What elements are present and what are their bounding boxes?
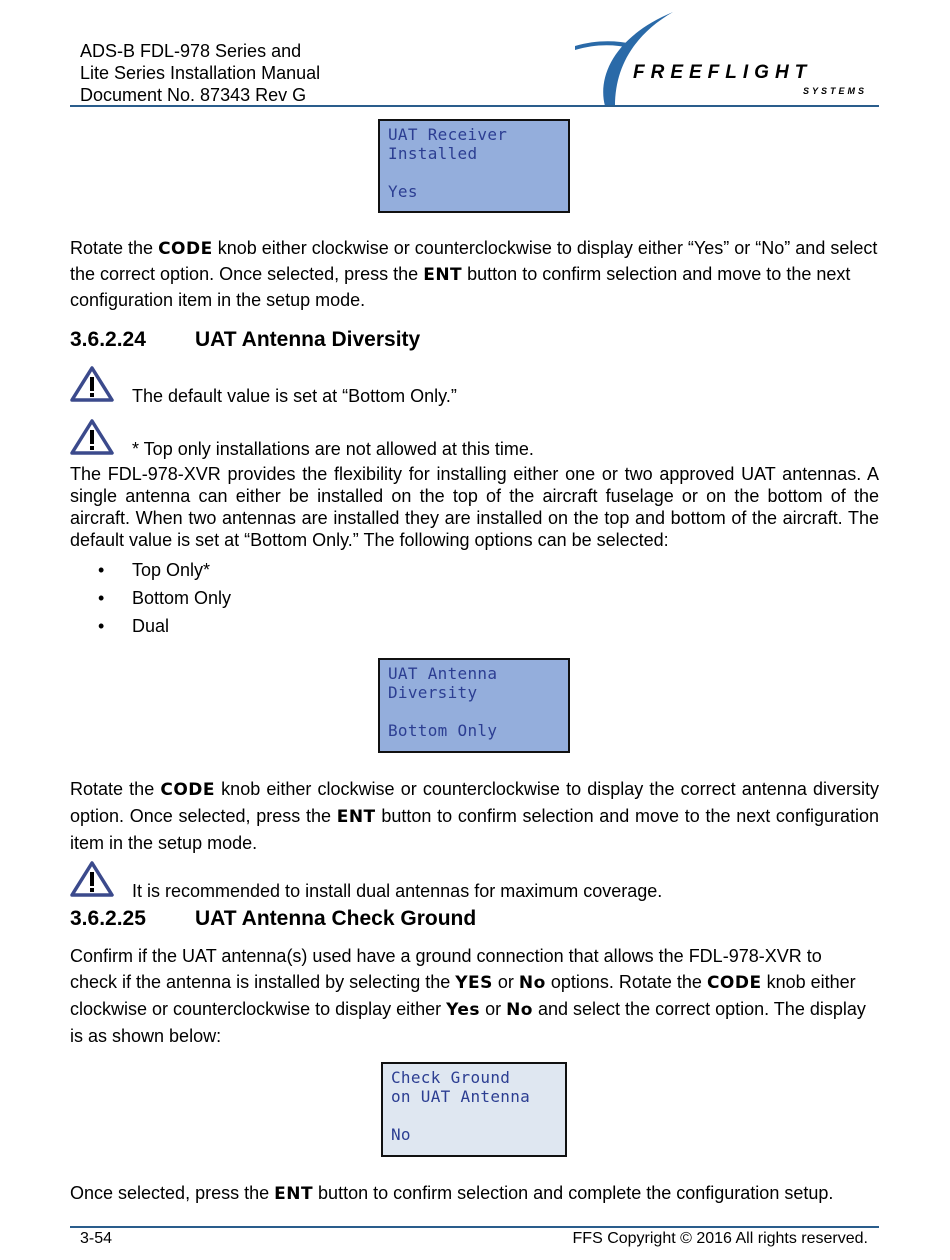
text-run: Once selected, press the <box>70 1183 275 1203</box>
note-default-value: The default value is set at “Bottom Only.” <box>132 386 457 406</box>
text-run: button to confirm selection and complete the configuration setup. <box>313 1183 834 1203</box>
text-run: knob either clockwise or counterclockwise to display either <box>70 972 856 1019</box>
section-title: UAT Antenna Check Ground <box>195 907 477 930</box>
warning-icon <box>70 418 114 461</box>
page-number: 3-54 <box>80 1230 113 1247</box>
text-run: Confirm if the UAT antenna(s) used have a ground connection that allows the FDL-978-XVR to check if the antenna is installed by selecting the <box>70 946 822 992</box>
keyword-code: CODE <box>158 239 213 259</box>
option-label: Top Only* <box>132 560 211 580</box>
freeflight-logo <box>575 6 875 106</box>
lcd-line: Bottom Only <box>388 721 498 740</box>
lcd-line <box>388 702 560 721</box>
keyword-code: CODE <box>160 780 216 800</box>
keyword-no: No <box>518 973 546 993</box>
paragraph-diversity-instructions <box>70 776 879 856</box>
list-item: • Top Only* <box>98 560 211 580</box>
warning-icon <box>70 365 114 408</box>
lcd-uat-antenna-diversity <box>378 658 570 753</box>
section-number: 3.6.2.24 <box>70 328 146 351</box>
note-top-only: * Top only installations are not allowed at this time. <box>132 439 534 459</box>
section-heading-antenna-diversity <box>70 328 420 352</box>
text-run: or <box>492 972 519 992</box>
keyword-no: No <box>506 1000 533 1020</box>
option-label: Dual <box>132 616 170 636</box>
lcd-line: Installed <box>388 144 478 163</box>
header-title-line2: Lite Series Installation Manual <box>80 63 321 83</box>
text-run: Rotate the <box>70 779 161 799</box>
logo-subtext: SYSTEMS <box>803 86 868 96</box>
option-label: Bottom Only <box>132 588 232 608</box>
logo-wordmark: FREEFLIGHT <box>633 62 813 83</box>
text-run: Rotate the <box>70 238 159 258</box>
lcd-line <box>388 163 560 182</box>
section-title: UAT Antenna Diversity <box>195 328 421 351</box>
keyword-yes: Yes <box>446 1000 481 1020</box>
text-run: knob either clockwise or counterclockwise to display the correct antenna diversity option. Once selected, press the <box>70 779 880 826</box>
keyword-ent: ENT <box>274 1184 314 1204</box>
list-item: • Bottom Only <box>98 588 232 608</box>
keyword-ent: ENT <box>336 807 376 827</box>
warning-icon <box>70 860 114 903</box>
lcd-line <box>391 1106 557 1125</box>
keyword-code: CODE <box>706 973 762 993</box>
text-run: button to confirm selection and move to the next configuration item in the setup mode. <box>70 806 880 853</box>
copyright-notice: FFS Copyright © 2016 All rights reserved. <box>572 1230 868 1247</box>
header-rule <box>70 105 879 107</box>
lcd-check-ground <box>381 1062 567 1157</box>
paragraph-receiver-instructions <box>70 236 879 313</box>
lcd-line: UAT Receiver <box>388 125 508 144</box>
paragraph-check-ground <box>70 943 870 1049</box>
section-heading-check-ground <box>70 907 476 931</box>
lcd-line: Yes <box>388 182 418 201</box>
note-dual-antennas: It is recommended to install dual antennas for maximum coverage. <box>132 881 663 901</box>
paragraph-complete-setup <box>70 1181 879 1206</box>
paragraph-antenna-flexibility: The FDL-978-XVR provides the flexibility for installing either one or two approved UAT antennas. A single antenna can either be installed on the top of the aircraft fuselage or on the bottom of the aircraft. When two antennas are installed they are installed on the top and bottom of the aircraft. The default value is set at “Bottom Only.” The following options can be selected: <box>70 464 879 550</box>
lcd-line: Check Ground <box>391 1068 511 1087</box>
text-run: or <box>480 999 507 1019</box>
antenna-options-list <box>98 556 231 640</box>
list-item: • Dual <box>98 616 170 636</box>
keyword-ent: ENT <box>423 265 463 285</box>
keyword-yes: YES <box>455 973 493 993</box>
text-run: and select the correct option. The display is as shown below: <box>70 999 866 1046</box>
section-number: 3.6.2.25 <box>70 907 146 930</box>
lcd-line: Diversity <box>388 683 478 702</box>
lcd-line: No <box>391 1125 411 1144</box>
text-run: options. Rotate the <box>545 972 707 992</box>
text-run: knob either clockwise or counterclockwise to display either “Yes” or “No” and select the correct option. Once selected, press the <box>70 238 878 284</box>
footer-rule <box>70 1226 879 1228</box>
header-doc-number: Document No. 87343 Rev G <box>80 85 307 105</box>
lcd-line: on UAT Antenna <box>391 1087 531 1106</box>
lcd-uat-receiver-installed <box>378 119 570 213</box>
text-run: button to confirm selection and move to the next configuration item in the setup mode. <box>70 264 851 310</box>
header-title-line1: ADS-B FDL-978 Series and <box>80 41 302 61</box>
lcd-line: UAT Antenna <box>388 664 498 683</box>
